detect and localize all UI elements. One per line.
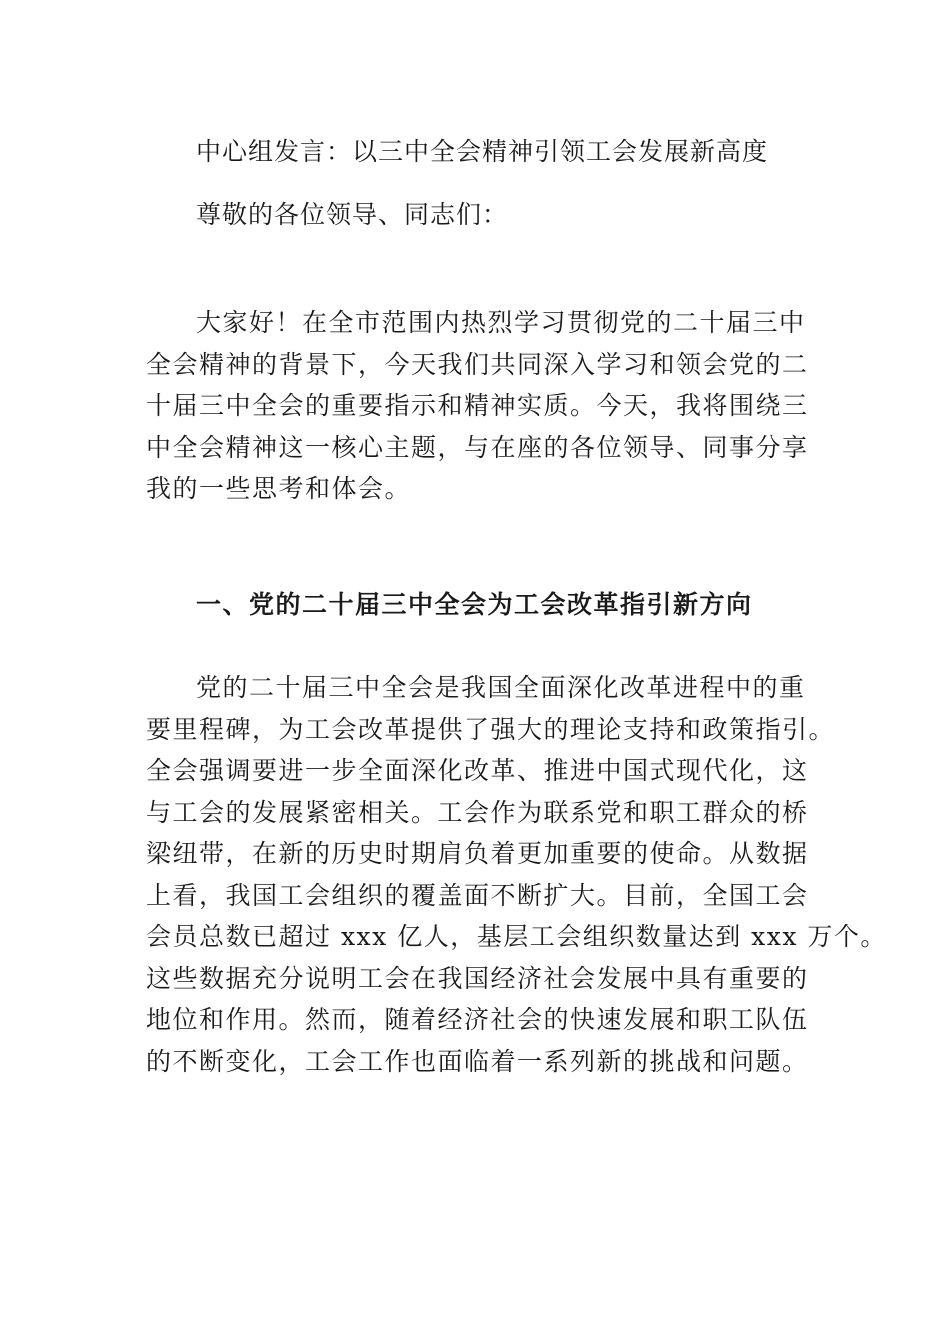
paragraph-line: 全会强调要进一步全面深化改革、推进中国式现代化，这	[146, 756, 809, 785]
document-title: 中心组发言：以三中全会精神引领工会发展新高度	[196, 137, 769, 166]
paragraph-line: 地位和作用。然而，随着经济社会的快速发展和职工队伍	[146, 1005, 809, 1034]
paragraph-line: 中全会精神这一核心主题，与在座的各位领导、同事分享	[146, 432, 809, 462]
paragraph-line: 党的二十届三中全会是我国全面深化改革进程中的重	[196, 673, 806, 702]
paragraph-line: 上看，我国工会组织的覆盖面不断扩大。目前，全国工会	[146, 880, 809, 910]
paragraph-line: 大家好！在全市范围内热烈学习贯彻党的二十届三中	[196, 308, 806, 337]
salutation: 尊敬的各位领导、同志们：	[196, 200, 509, 229]
paragraph-line: 全会精神的背景下，今天我们共同深入学习和领会党的二	[146, 349, 809, 379]
paragraph-line: 梁纽带，在新的历史时期肩负着更加重要的使命。从数据	[146, 839, 809, 868]
section-heading: 一、党的二十届三中全会为工会改革指引新方向	[196, 590, 753, 619]
paragraph-line: 与工会的发展紧密相关。工会作为联系党和职工群众的桥	[146, 797, 809, 827]
opening-paragraph	[146, 302, 836, 510]
section-paragraph	[146, 667, 887, 1082]
paragraph-line: 这些数据充分说明工会在我国经济社会发展中具有重要的	[146, 963, 809, 993]
paragraph-line: 我的一些思考和体会。	[146, 474, 412, 503]
paragraph-line: 会员总数已超过 xxx 亿人，基层工会组织数量达到 xxx 万个。	[146, 922, 887, 951]
paragraph-line: 十届三中全会的重要指示和精神实质。今天，我将围绕三	[146, 391, 809, 420]
paragraph-line: 的不断变化，工会工作也面临着一系列新的挑战和问题。	[146, 1046, 809, 1076]
paragraph-line: 要里程碑，为工会改革提供了强大的理论支持和政策指引。	[146, 714, 836, 744]
